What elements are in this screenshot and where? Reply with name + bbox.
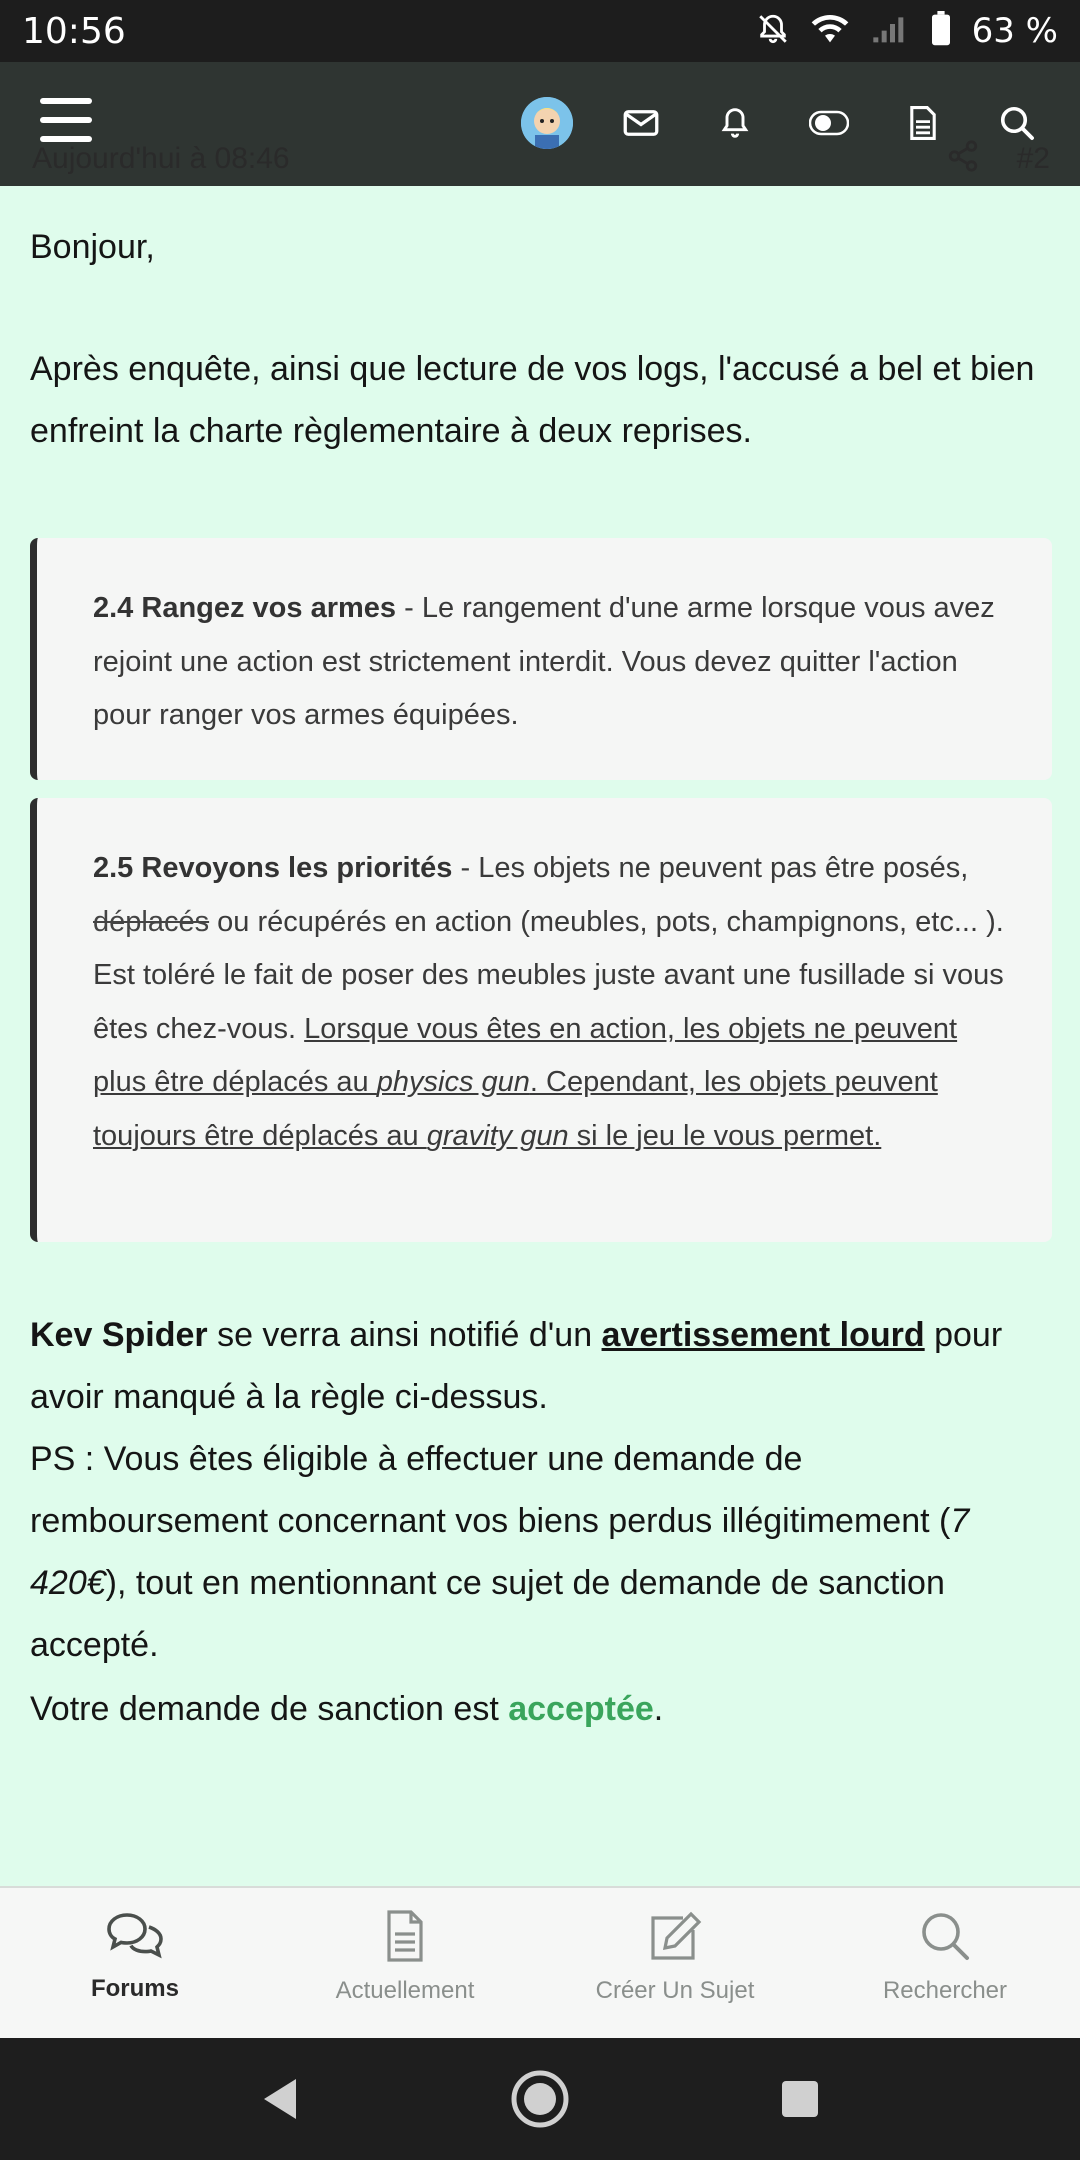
app-header (0, 62, 1080, 186)
post-content (0, 186, 1080, 1886)
tab-rechercher[interactable] (810, 1888, 1080, 2038)
battery-icon (930, 11, 952, 52)
underlined-text: Lorsque vous êtes en action, les objets ne peuvent plus être déplacés au (93, 1012, 958, 1098)
greeting-text: Bonjour, (30, 228, 155, 266)
tab-forums[interactable] (0, 1888, 270, 2038)
ps-paragraph (30, 1428, 1050, 1676)
home-icon[interactable] (500, 2059, 580, 2139)
search-icon[interactable] (970, 98, 1064, 148)
underlined-text: . Cependant, les objets peuvent toujours être déplacés au (93, 1066, 938, 1152)
mail-icon[interactable] (594, 98, 688, 148)
status-time: 10:56 (22, 10, 126, 52)
document-icon[interactable] (876, 98, 970, 148)
status-bar (0, 0, 1080, 62)
notifications-off-icon (756, 12, 790, 51)
underlined-italic-text: gravity gun (426, 1119, 569, 1152)
rule-quote-2-5 (30, 798, 1052, 1242)
final-text: . (653, 1690, 664, 1728)
battery-percentage: 63 % (971, 11, 1058, 51)
tab-creer-sujet[interactable] (540, 1888, 810, 2038)
rule-body: - Les objets ne peuvent pas être posés, (452, 852, 969, 884)
verdict-text: pour avoir manqué à la règle ci-dessus. (30, 1316, 1003, 1416)
post-number[interactable]: #2 (1016, 142, 1050, 175)
avatar[interactable] (500, 98, 594, 148)
tab-label: Forums (90, 1975, 179, 2002)
rule-title: 2.5 Revoyons les priorités (93, 852, 453, 884)
rule-body: - Le rangement d'une arme lorsque vous avez rejoint une action est strictement interdit. Vous devez quitter l'action pour ranger vos armes équipées. (93, 592, 995, 731)
intro-paragraph: Après enquête, ainsi que lecture de vos logs, l'accusé a bel et bien enfreint la charte règlementaire à deux reprises. (30, 350, 1035, 450)
tab-label: Créer Un Sujet (595, 1977, 755, 2004)
wifi-icon (810, 12, 850, 51)
ps-text: PS : Vous êtes éligible à effectuer une demande de remboursement concernant vos biens perdus illégitimement ( (30, 1440, 951, 1540)
status-accepted: acceptée (508, 1690, 654, 1728)
search-icon (919, 1910, 971, 1967)
verdict-paragraph (30, 1304, 1040, 1428)
bottom-tab-bar (0, 1886, 1080, 2038)
forums-icon (105, 1910, 165, 1965)
back-icon[interactable] (240, 2059, 320, 2139)
document-icon (385, 1910, 425, 1967)
refund-amount: 7 420€ (30, 1502, 970, 1602)
struck-text: déplacés (93, 905, 210, 938)
final-paragraph (30, 1678, 663, 1740)
signal-icon (870, 12, 910, 51)
post-timestamp: Aujourd'hui à 08:46 (32, 142, 290, 175)
header-actions (500, 98, 1064, 148)
rule-title: 2.4 Rangez vos armes (93, 592, 397, 624)
sanction-type: avertissement lourd (601, 1316, 925, 1354)
rule-quote-2-4 (30, 538, 1052, 780)
toggle-icon[interactable] (782, 98, 876, 148)
tab-label: Rechercher (882, 1977, 1008, 2004)
edit-icon (646, 1910, 704, 1967)
tab-actuellement[interactable] (270, 1888, 540, 2038)
final-text: Votre demande de sanction est (30, 1690, 509, 1728)
accused-name: Kev Spider (30, 1316, 208, 1354)
bell-icon[interactable] (688, 98, 782, 148)
menu-icon[interactable] (40, 98, 92, 142)
system-navigation-bar (0, 2038, 1080, 2160)
tab-label: Actuellement (335, 1977, 475, 2004)
rule-body: ou récupérés en action (meubles, pots, champignons, etc... ). Est toléré le fait de poser des meubles juste avant une fusillade si vous êtes chez-vous. (93, 905, 1004, 1045)
recents-icon[interactable] (760, 2059, 840, 2139)
underlined-italic-text: physics gun (376, 1066, 530, 1098)
verdict-text: se verra ainsi notifié d'un (207, 1316, 602, 1354)
ps-text: ), tout en mentionnant ce sujet de demande de sanction accepté. (30, 1564, 945, 1664)
underlined-text: si le jeu le vous permet. (568, 1119, 882, 1152)
